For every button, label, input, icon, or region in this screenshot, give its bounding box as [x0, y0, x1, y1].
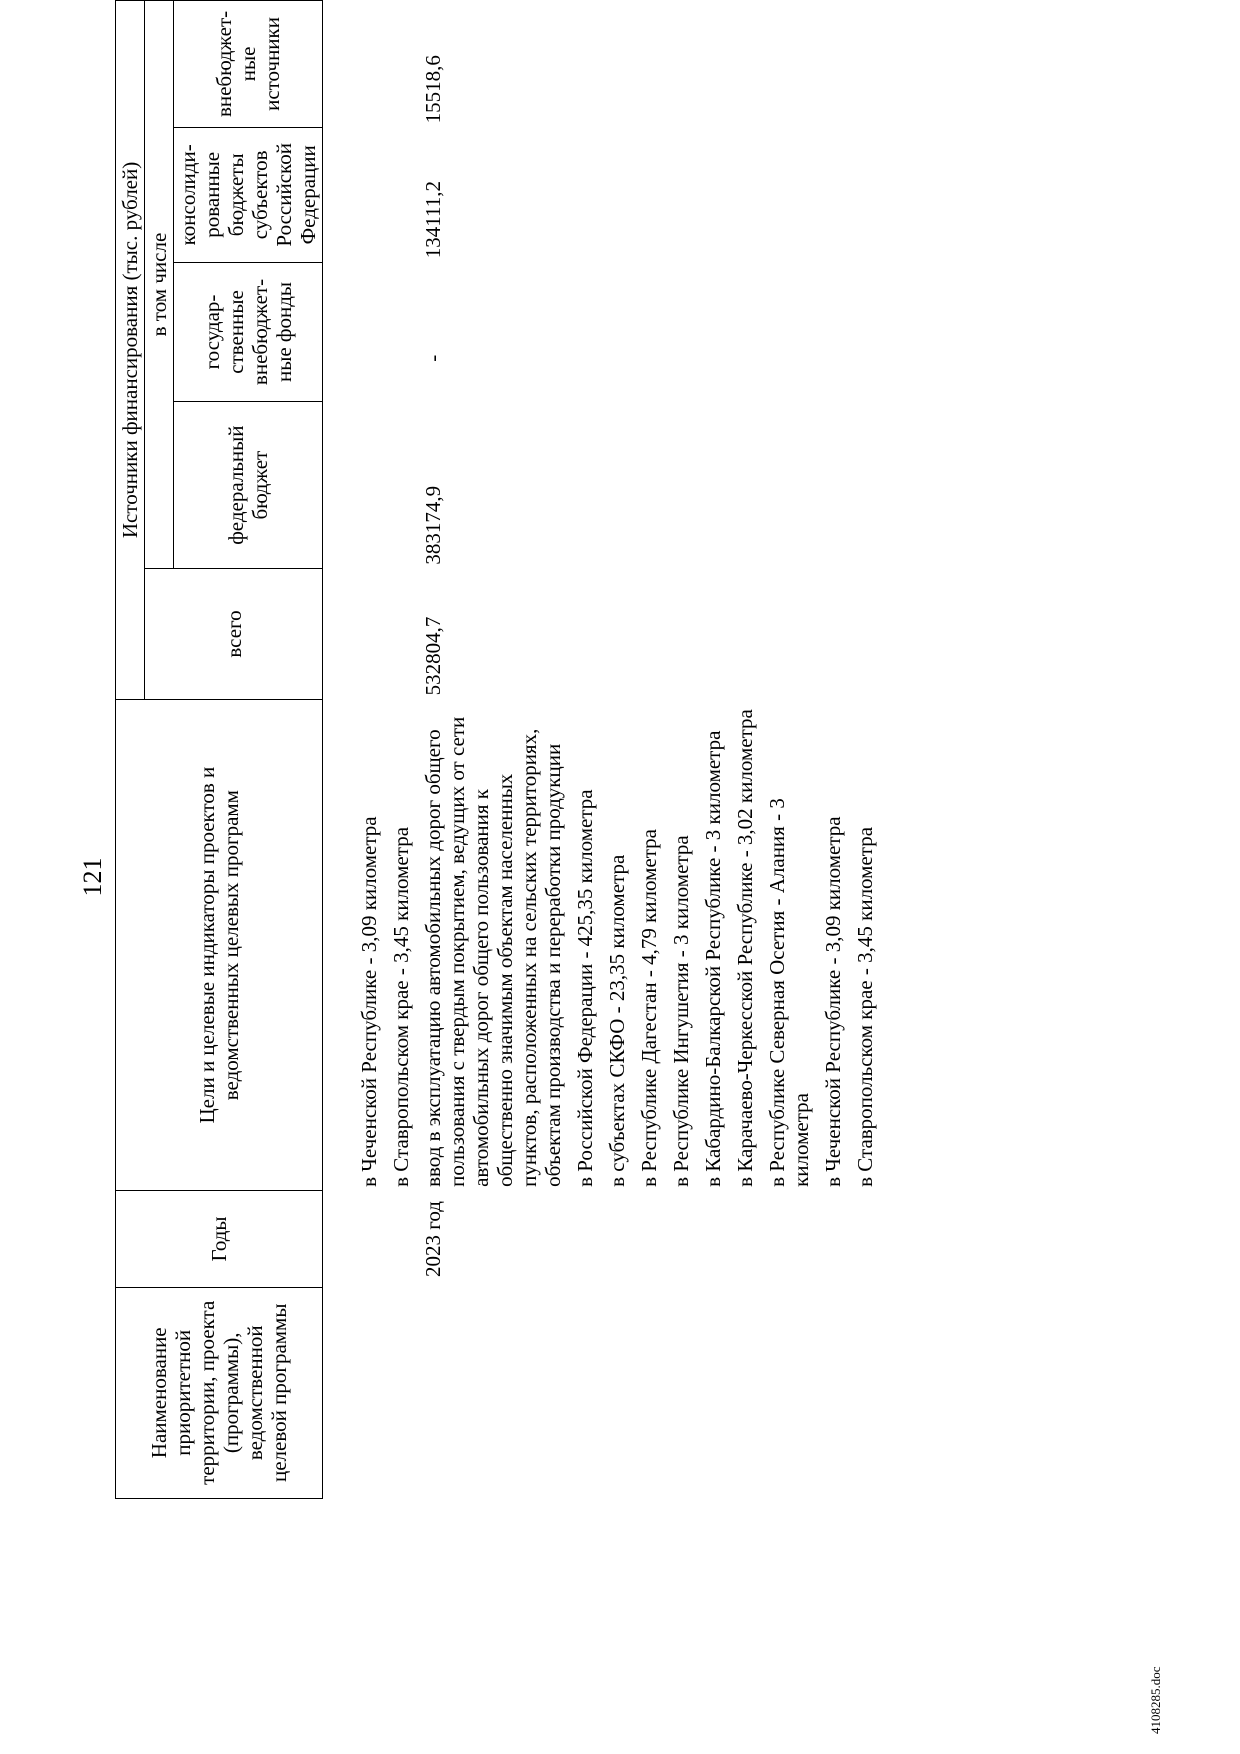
row-state-funds: -	[421, 354, 445, 362]
sub-item: в Российской Федерации - 425,35 километра	[573, 789, 597, 1187]
sub-item: в Чеченской Республике - 3,09 километра	[821, 816, 845, 1187]
row-year: 2023 год	[421, 1201, 445, 1277]
header-name: Наименование приоритетной территории, проекта (программы), ведомственной целевой программы	[116, 1287, 323, 1498]
carryover-item: в Ставропольском крае - 3,45 километра	[389, 826, 413, 1187]
header-years: Годы	[116, 1191, 323, 1287]
row-extrabudgetary: 15518,6	[421, 55, 445, 124]
header-goals: Цели и целевые индикаторы проектов и ведомственных целевых программ	[116, 699, 323, 1191]
row-regional: 134111,2	[421, 181, 445, 259]
table-row	[421, 1, 885, 1499]
header-extrabudgetary: внебюджет-ные источники	[174, 1, 323, 128]
header-state-funds: государ-ственные внебюджет-ные фонды	[174, 262, 323, 401]
row-goal: ввод в эксплуатацию автомобильных дорог общего пользования с твердым покрытием, ведущих от сети автомобильных дорог общего пользования к общественно значимым объектам населенных пунктов, расположенных на сельских территориях, объектам производства и переработки продукции	[421, 716, 565, 1187]
carryover-item: в Чеченской Республике - 3,09 километра	[357, 816, 381, 1187]
header-regional: консолиди-рованные бюджеты субъектов Российской Федерации	[174, 127, 323, 262]
sub-item: в Кабардино-Балкарской Республике - 3 километра	[701, 730, 725, 1187]
funding-table	[115, 0, 885, 1499]
sub-item: в Республике Ингушетия - 3 километра	[669, 835, 693, 1187]
row-federal: 383174,9	[421, 485, 445, 565]
sub-item: в Республике Дагестан - 4,79 километра	[637, 829, 661, 1187]
header-funding-sources: Источники финансирования (тыс. рублей)	[116, 1, 145, 700]
row-total: 532804,7	[421, 616, 445, 696]
header-total: всего	[145, 569, 323, 700]
sub-item: в Ставропольском крае - 3,45 километра	[853, 826, 877, 1187]
file-tag: 4108285.doc	[1148, 1666, 1163, 1734]
header-federal: федеральный бюджет	[174, 402, 323, 569]
sub-item: в Карачаево-Черкесской Республике - 3,02 километра	[733, 709, 757, 1187]
carryover-row	[323, 1, 422, 1499]
sub-item: в субъектах СКФО - 23,35 километра	[605, 854, 629, 1187]
sub-item: в Республике Северная Осетия - Алания - 3 километра	[765, 798, 813, 1187]
header-including: в том числе	[145, 1, 174, 569]
page-number: 121	[78, 857, 107, 897]
